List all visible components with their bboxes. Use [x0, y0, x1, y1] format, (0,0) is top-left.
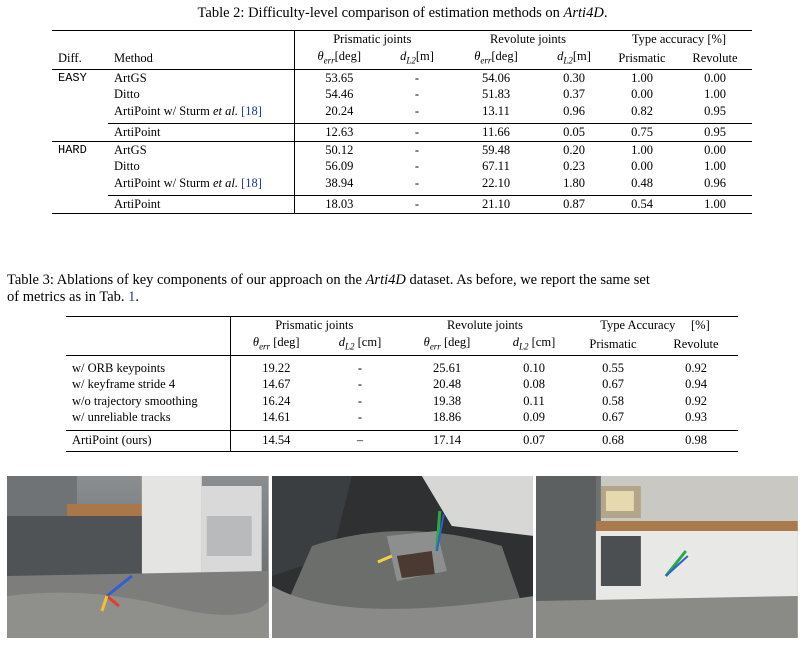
value-cell: 25.61	[432, 360, 462, 375]
value-cell: 38.94	[294, 175, 384, 192]
value-cell: 0.23	[563, 159, 585, 173]
value-cell: 0.30	[542, 69, 606, 86]
table2-type-header: Type accuracy [%]	[606, 31, 752, 48]
table2-method-header: Method	[114, 50, 153, 65]
value-cell: 0.95	[678, 124, 752, 142]
table3-p-theta-header: $\theta_{err}$ [deg]	[230, 334, 322, 356]
value-cell: 0.96	[563, 103, 585, 118]
value-cell: 14.67	[230, 376, 322, 393]
value-cell: 54.46	[294, 86, 384, 103]
value-cell: 16.24	[230, 393, 322, 410]
table3-revolute-col-header: Revolute	[673, 336, 719, 351]
table2-r-dl2-header: $d_{L2}[m]$	[557, 48, 591, 65]
value-cell: 0.08	[523, 377, 545, 391]
value-cell: 0.05	[542, 124, 606, 142]
value-cell: 0.10	[523, 360, 545, 375]
table2	[52, 30, 752, 214]
value-cell: -	[384, 141, 450, 158]
value-cell: 0.98	[654, 430, 738, 451]
table-row	[66, 393, 738, 410]
value-cell: 0.00	[631, 87, 653, 101]
ablation-label: w/ unreliable tracks	[72, 410, 171, 424]
table-row	[66, 360, 738, 377]
method-cell: ArtiPoint	[108, 124, 294, 142]
value-cell: 22.10	[481, 175, 511, 190]
table2-caption-end: .	[603, 5, 608, 21]
value-cell: 0.67	[602, 410, 624, 424]
value-cell: 20.24	[294, 103, 384, 120]
table-row-ours	[52, 196, 752, 214]
value-cell: –	[322, 430, 398, 451]
value-cell: 0.67	[602, 377, 624, 391]
reconstruction-image-tabletop-box	[272, 476, 534, 638]
value-cell: 0.07	[496, 430, 572, 451]
table-row	[66, 409, 738, 426]
reconstruction-image-counter-cabinet	[536, 476, 798, 638]
method-cell: ArtiPoint	[108, 196, 294, 214]
table-row	[52, 103, 752, 120]
reconstruction-figure	[7, 476, 798, 638]
value-cell: 0.82	[631, 103, 653, 118]
value-cell: 0.92	[685, 360, 707, 375]
value-cell: 18.03	[294, 196, 384, 214]
reconstruction-image-kitchen-drawer	[7, 476, 269, 638]
value-cell: 19.38	[432, 393, 462, 408]
method-cell: Ditto	[114, 159, 140, 173]
value-cell: -	[414, 103, 420, 118]
value-cell: 1.00	[606, 69, 678, 86]
table3	[66, 316, 738, 452]
value-cell: 0.00	[631, 159, 653, 173]
table2-diff-header: Diff.	[58, 50, 82, 65]
table2-revolute-col-header: Revolute	[692, 50, 738, 65]
table-row	[52, 86, 752, 103]
value-cell: 0.00	[678, 69, 752, 86]
value-cell: 13.11	[482, 103, 510, 118]
value-cell: 0.94	[685, 377, 707, 391]
table2-p-dl2-header: $d_{L2}[m]$	[400, 48, 434, 65]
table3-group-header-row	[66, 317, 738, 334]
table2-caption-dataset: Arti4D	[563, 5, 604, 21]
value-cell: -	[414, 175, 420, 190]
value-cell: -	[414, 87, 420, 101]
value-cell: -	[357, 377, 363, 391]
table2-prismatic-header: Prismatic joints	[294, 31, 450, 48]
value-cell: 21.10	[450, 196, 542, 214]
table-row-ours	[52, 124, 752, 142]
table3-p-dl2-header: $d_{L2}$ [cm]	[338, 334, 382, 351]
value-cell: 67.11	[482, 159, 510, 173]
value-cell: -	[384, 69, 450, 86]
value-cell: 11.66	[450, 124, 542, 142]
value-cell: 12.63	[294, 124, 384, 142]
ablation-label: ArtiPoint (ours)	[66, 430, 230, 451]
table-row-ours	[66, 430, 738, 451]
value-cell: 1.80	[563, 175, 585, 190]
value-cell: 18.86	[432, 410, 462, 424]
value-cell: -	[414, 159, 420, 173]
ablation-label: w/ keyframe stride 4	[72, 377, 176, 391]
value-cell: 0.55	[602, 360, 624, 375]
table3-col-header-row	[66, 334, 738, 356]
value-cell: 0.58	[602, 393, 624, 408]
value-cell: 0.93	[685, 410, 707, 424]
value-cell: 19.22	[230, 360, 322, 377]
value-cell: 0.75	[606, 124, 678, 142]
value-cell: -	[384, 124, 450, 142]
table3-prismatic-header: Prismatic joints	[230, 317, 398, 334]
value-cell: 1.00	[678, 196, 752, 214]
value-cell: 0.54	[606, 196, 678, 214]
value-cell: -	[357, 360, 363, 375]
value-cell: 0.48	[631, 175, 653, 190]
value-cell: 0.09	[523, 410, 545, 424]
table2-revolute-header: Revolute joints	[450, 31, 606, 48]
table-row	[52, 141, 752, 158]
table2-prismatic-col-header: Prismatic	[618, 50, 666, 65]
table3-type-header: Type Accuracy [%]	[572, 317, 738, 334]
value-cell: 14.54	[230, 430, 322, 451]
value-cell: 0.95	[704, 103, 726, 118]
value-cell: 0.00	[678, 141, 752, 158]
value-cell: 17.14	[398, 430, 496, 451]
value-cell: -	[357, 410, 363, 424]
value-cell: 59.48	[450, 141, 542, 158]
value-cell: 0.92	[685, 393, 707, 408]
method-cell: ArtiPoint w/ Sturm et al. [18]	[114, 103, 262, 118]
value-cell: 14.61	[230, 409, 322, 426]
value-cell: 0.11	[523, 393, 545, 408]
table-row	[52, 175, 752, 192]
value-cell: 1.00	[704, 159, 726, 173]
table-row	[52, 158, 752, 175]
table2-caption-text: Table 2: Difficulty-level comparison of estimation methods on	[197, 5, 564, 21]
table3-prismatic-col-header: Prismatic	[589, 336, 637, 351]
value-cell: 0.96	[704, 175, 726, 190]
table-row	[52, 69, 752, 86]
value-cell: -	[384, 196, 450, 214]
table2-col-header-row	[52, 48, 752, 70]
value-cell: 54.06	[450, 69, 542, 86]
method-cell: ArtGS	[108, 69, 294, 86]
method-cell: Ditto	[114, 87, 140, 101]
difficulty-label: HARD	[52, 141, 108, 158]
table3-r-theta-header: $\theta_{err}$ [deg]	[423, 334, 471, 351]
value-cell: 51.83	[481, 87, 511, 101]
ablation-label: w/o trajectory smoothing	[72, 393, 198, 408]
value-cell: 50.12	[294, 141, 384, 158]
table2-caption	[0, 5, 805, 22]
table3-r-dl2-header: $d_{L2}$ [cm]	[512, 334, 556, 351]
value-cell: 0.37	[563, 87, 585, 101]
table3-caption: Table 3: Ablations of key components of our approach on the Arti4D dataset. As before, we report the same set of metrics as in Tab. 1.	[7, 272, 650, 305]
value-cell: 20.48	[432, 377, 462, 391]
method-cell: ArtGS	[108, 141, 294, 158]
value-cell: 0.20	[542, 141, 606, 158]
table-row	[66, 376, 738, 393]
value-cell: 56.09	[294, 158, 384, 175]
value-cell: 53.65	[294, 69, 384, 86]
table2-r-theta-header: $\theta_{err}[deg]$	[474, 48, 518, 65]
value-cell: 1.00	[704, 87, 726, 101]
table3-revolute-header: Revolute joints	[398, 317, 572, 334]
value-cell: 0.68	[572, 430, 654, 451]
ablation-label: w/ ORB keypoints	[72, 360, 166, 375]
value-cell: 0.87	[542, 196, 606, 214]
value-cell: -	[357, 393, 363, 408]
value-cell: 1.00	[606, 141, 678, 158]
method-cell: ArtiPoint w/ Sturm et al. [18]	[114, 175, 262, 190]
table2-group-header-row	[52, 31, 752, 48]
difficulty-label: EASY	[52, 69, 108, 86]
table2-p-theta-header: $\theta_{err}[deg]$	[294, 48, 384, 70]
